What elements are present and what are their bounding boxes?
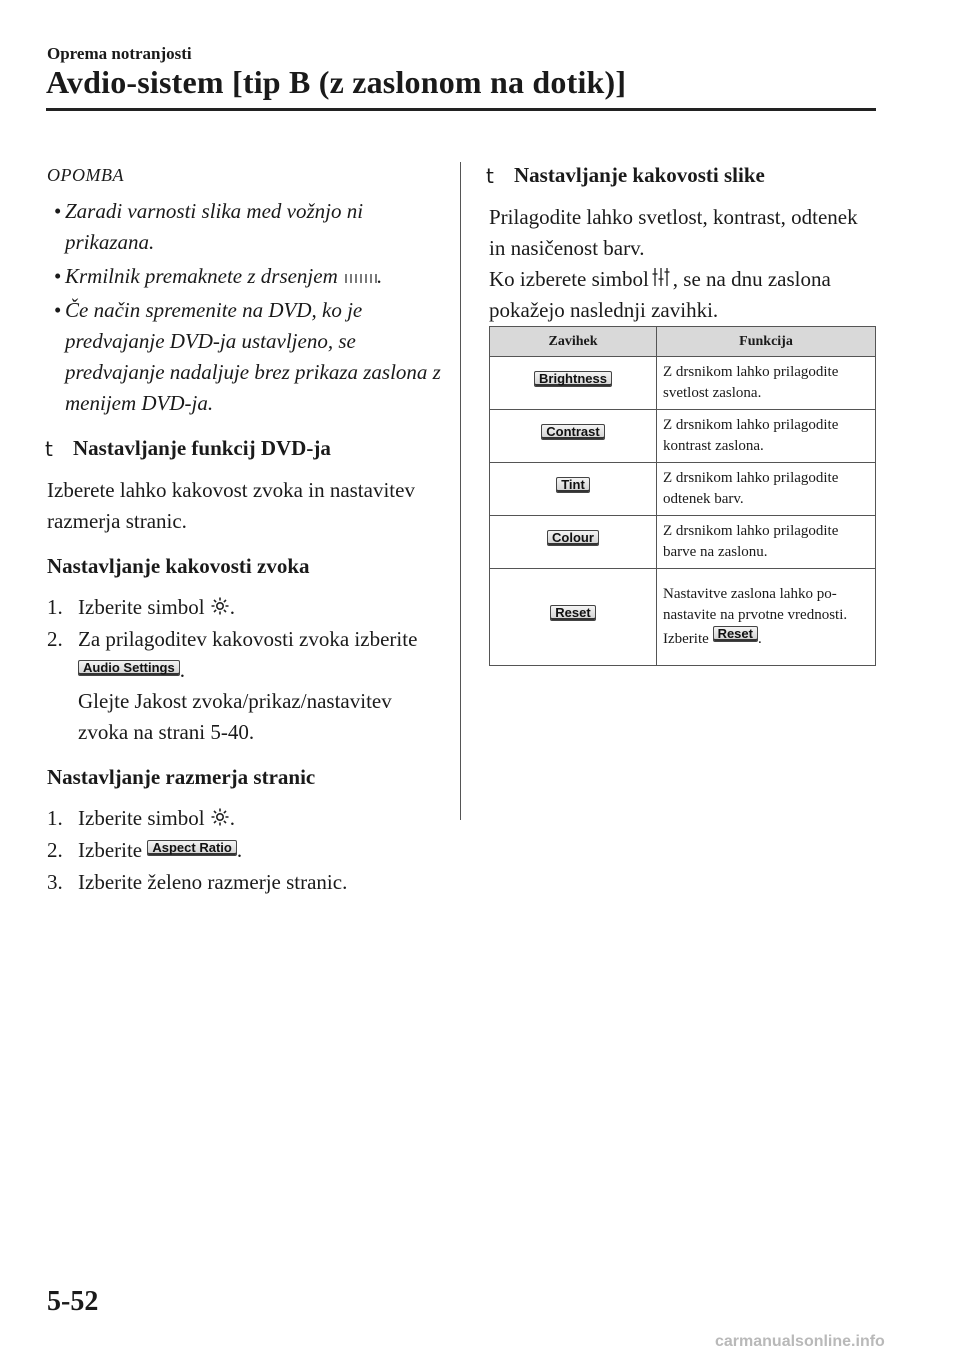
- subheading-sound-quality: Nastavljanje kakovosti zvoka: [47, 554, 310, 578]
- table-row: [490, 569, 876, 666]
- reset-button: Reset: [713, 626, 758, 642]
- section-marker-icon: t: [486, 164, 494, 188]
- picture-intro-a: Prilagodite lahko svetlost, kontrast, odtenek in nasičenost barv.: [489, 205, 858, 260]
- reset-tab-button: Reset: [550, 605, 595, 621]
- table-header-row: [490, 327, 876, 357]
- step: 2. Izberite Aspect Ratio .: [47, 838, 243, 862]
- step: 1. Izberite simbol .: [47, 806, 236, 830]
- cross-reference: Glejte Jakost zvoka/prikaz/nastavitev zvoka na strani 5-40.: [78, 689, 392, 744]
- table-row: [490, 463, 876, 516]
- function-desc: Nastavitve zaslona lahko ponastavite na prvotne vrednosti. Izberite Reset .: [657, 569, 876, 666]
- right-column: [486, 160, 879, 334]
- function-desc: Z drsnikom lahko prilagodite svetlost zaslona.: [657, 357, 876, 410]
- note-item: • Krmilnik premaknete z drsenjem .: [54, 264, 383, 288]
- section-marker-icon: t: [45, 437, 53, 461]
- step: 2. Za prilagoditev kakovosti zvoka izberite Audio Settings . Glejte Jakost zvoka/prikaz/nastavitev zvoka na strani 5-40.: [47, 627, 418, 744]
- aspect-steps: [47, 803, 447, 898]
- table-row: [490, 357, 876, 410]
- page-number: 5-52: [47, 1286, 99, 1317]
- subheading-aspect-ratio: Nastavljanje razmerja stranic: [47, 765, 316, 789]
- step: 1. Izberite simbol .: [47, 595, 236, 619]
- table-row: [490, 516, 876, 569]
- header-section-label: Oprema notranjosti: [47, 44, 192, 63]
- note-item: • Zaradi varnosti slika med vožnjo ni prikazana.: [54, 199, 364, 254]
- settings-gear-icon: [210, 807, 230, 827]
- slider-adjust-icon: [652, 267, 670, 287]
- note-list: [47, 196, 447, 419]
- tint-tab-button: Tint: [556, 477, 590, 493]
- settings-gear-icon: [210, 596, 230, 616]
- brightness-tab-button: Brightness: [534, 371, 612, 387]
- section-heading-dvd: t Nastavljanje funkcij DVD-ja: [45, 433, 447, 463]
- left-column: [47, 160, 447, 899]
- section-heading-picture: t Nastavljanje kakovosti slike: [486, 160, 879, 190]
- picture-intro-b: Ko izberete simbol , se na dnu zaslona pokažejo naslednji zavihki.: [489, 267, 831, 322]
- header-divider: [46, 108, 876, 111]
- aspect-ratio-button: Aspect Ratio: [147, 840, 236, 856]
- col-header-function: Funkcija: [657, 327, 876, 357]
- note-item: • Če način spremenite na DVD, ko je predvajanje DVD-ja ustavljeno, se predvajanje nadaljuje brez prikaza zaslona z menijem DVD-ja.: [54, 298, 441, 415]
- function-desc: Z drsnikom lahko prilagodite odtenek barv.: [657, 463, 876, 516]
- audio-settings-button: Audio Settings: [78, 660, 180, 676]
- col-header-tab: Zavihek: [490, 327, 657, 357]
- step: 3. Izberite želeno razmerje stranic.: [47, 870, 348, 894]
- table-row: [490, 410, 876, 463]
- colour-tab-button: Colour: [547, 530, 599, 546]
- watermark: carmanualsonline.info: [715, 1333, 885, 1350]
- page-title: Avdio-sistem [tip B (z zaslonom na dotik)]: [46, 64, 627, 100]
- sound-steps: [47, 592, 447, 748]
- scroll-ribs-icon: [343, 271, 377, 285]
- function-desc: Z drsnikom lahko prilagodite kontrast zaslona.: [657, 410, 876, 463]
- note-title: OPOMBA: [47, 165, 124, 185]
- function-table: [489, 326, 876, 666]
- contrast-tab-button: Contrast: [541, 424, 604, 440]
- function-desc: Z drsnikom lahko prilagodite barve na zaslonu.: [657, 516, 876, 569]
- dvd-intro: Izberete lahko kakovost zvoka in nastavitev razmerja stranic.: [47, 478, 415, 533]
- column-divider: [460, 162, 461, 820]
